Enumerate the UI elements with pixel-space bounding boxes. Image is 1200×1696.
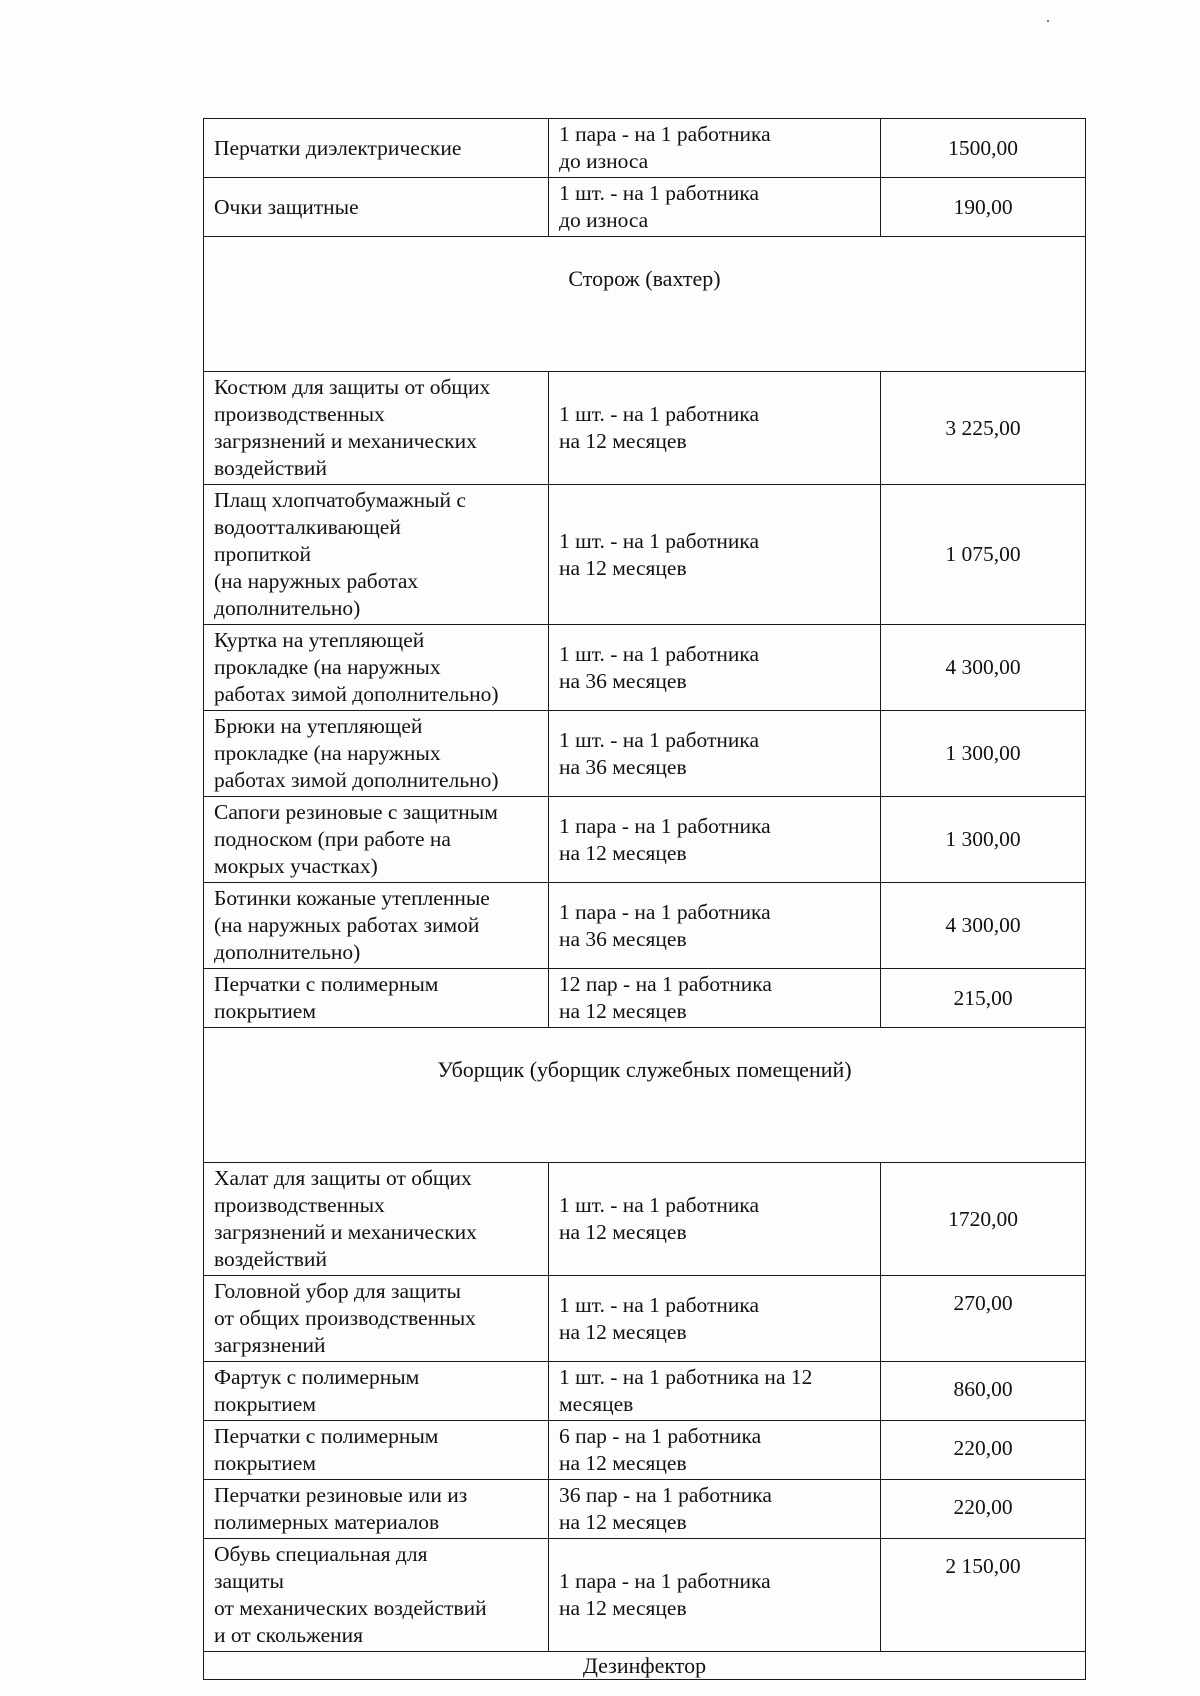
item-name-cell: Перчатки с полимерным покрытием <box>204 1421 549 1480</box>
issue-norm-cell: 6 пар - на 1 работника на 12 месяцев <box>549 1421 881 1480</box>
section-title: Дезинфектор <box>204 1652 1086 1680</box>
section-header-row <box>204 237 1086 372</box>
table-row <box>204 1539 1086 1652</box>
item-name-cell: Куртка на утепляющей прокладке (на наружных работах зимой дополнительно) <box>204 625 549 711</box>
item-name-cell: Брюки на утепляющей прокладке (на наружных работах зимой дополнительно) <box>204 711 549 797</box>
price-cell: 1 075,00 <box>881 485 1086 625</box>
issue-norm-cell: 1 шт. - на 1 работника до износа <box>549 178 881 237</box>
issue-norm-cell: 12 пар - на 1 работника на 12 месяцев <box>549 969 881 1028</box>
issue-norm-cell: 1 пара - на 1 работника на 12 месяцев <box>549 1539 881 1652</box>
price-cell: 860,00 <box>881 1362 1086 1421</box>
price-cell: 4 300,00 <box>881 625 1086 711</box>
table-row <box>204 1276 1086 1362</box>
table-row <box>204 883 1086 969</box>
issue-norm-cell: 1 шт. - на 1 работника на 12 месяцев <box>549 485 881 625</box>
table-row <box>204 1480 1086 1539</box>
issue-norm-cell: 1 шт. - на 1 работника на 12 месяцев <box>549 1163 881 1276</box>
table-row <box>204 1362 1086 1421</box>
table-row <box>204 1421 1086 1480</box>
item-name-cell: Фартук с полимерным покрытием <box>204 1362 549 1421</box>
item-name-cell: Сапоги резиновые с защитным подноском (при работе на мокрых участках) <box>204 797 549 883</box>
price-cell: 1500,00 <box>881 119 1086 178</box>
price-cell: 1 300,00 <box>881 797 1086 883</box>
item-name-cell: Обувь специальная для защиты от механических воздействий и от скольжения <box>204 1539 549 1652</box>
item-name-cell: Плащ хлопчатобумажный с водоотталкивающей пропиткой (на наружных работах дополнительно) <box>204 485 549 625</box>
issue-norm-cell: 1 пара - на 1 работника на 36 месяцев <box>549 883 881 969</box>
item-name-cell: Ботинки кожаные утепленные (на наружных работах зимой дополнительно) <box>204 883 549 969</box>
table-row <box>204 711 1086 797</box>
issue-norm-cell: 1 шт. - на 1 работника на 12 месяцев <box>549 1362 881 1421</box>
issue-norm-cell: 1 пара - на 1 работника до износа <box>549 119 881 178</box>
price-cell: 4 300,00 <box>881 883 1086 969</box>
price-cell: 190,00 <box>881 178 1086 237</box>
section-header-row <box>204 1652 1086 1680</box>
price-cell: 1 300,00 <box>881 711 1086 797</box>
price-cell: 1720,00 <box>881 1163 1086 1276</box>
price-cell: 215,00 <box>881 969 1086 1028</box>
issue-norm-cell: 1 шт. - на 1 работника на 12 месяцев <box>549 372 881 485</box>
item-name-cell: Перчатки резиновые или из полимерных материалов <box>204 1480 549 1539</box>
item-name-cell: Костюм для защиты от общих производственных загрязнений и механических воздействий <box>204 372 549 485</box>
table-row <box>204 797 1086 883</box>
table-row <box>204 969 1086 1028</box>
price-cell: 270,00 <box>881 1276 1086 1362</box>
table-body <box>204 119 1086 1680</box>
price-cell: 3 225,00 <box>881 372 1086 485</box>
issue-norm-cell: 1 шт. - на 1 работника на 12 месяцев <box>549 1276 881 1362</box>
item-name-cell: Халат для защиты от общих производственных загрязнений и механических воздействий <box>204 1163 549 1276</box>
section-header-row <box>204 1028 1086 1163</box>
issue-norm-cell: 1 шт. - на 1 работника на 36 месяцев <box>549 711 881 797</box>
price-cell: 220,00 <box>881 1421 1086 1480</box>
table-row <box>204 119 1086 178</box>
issue-norm-cell: 36 пар - на 1 работника на 12 месяцев <box>549 1480 881 1539</box>
table-row <box>204 485 1086 625</box>
table-row <box>204 1163 1086 1276</box>
price-cell: 220,00 <box>881 1480 1086 1539</box>
price-cell: 2 150,00 <box>881 1539 1086 1652</box>
issue-norm-cell: 1 пара - на 1 работника на 12 месяцев <box>549 797 881 883</box>
section-title: Сторож (вахтер) <box>204 237 1086 372</box>
item-name-cell: Перчатки диэлектрические <box>204 119 549 178</box>
table-row <box>204 178 1086 237</box>
table-row <box>204 625 1086 711</box>
issue-norm-cell: 1 шт. - на 1 работника на 36 месяцев <box>549 625 881 711</box>
item-name-cell: Головной убор для защиты от общих производственных загрязнений <box>204 1276 549 1362</box>
table-row <box>204 372 1086 485</box>
item-name-cell: Очки защитные <box>204 178 549 237</box>
item-name-cell: Перчатки с полимерным покрытием <box>204 969 549 1028</box>
scan-speck <box>1047 20 1049 22</box>
ppe-norms-table <box>203 118 1086 1680</box>
section-title: Уборщик (уборщик служебных помещений) <box>204 1028 1086 1163</box>
